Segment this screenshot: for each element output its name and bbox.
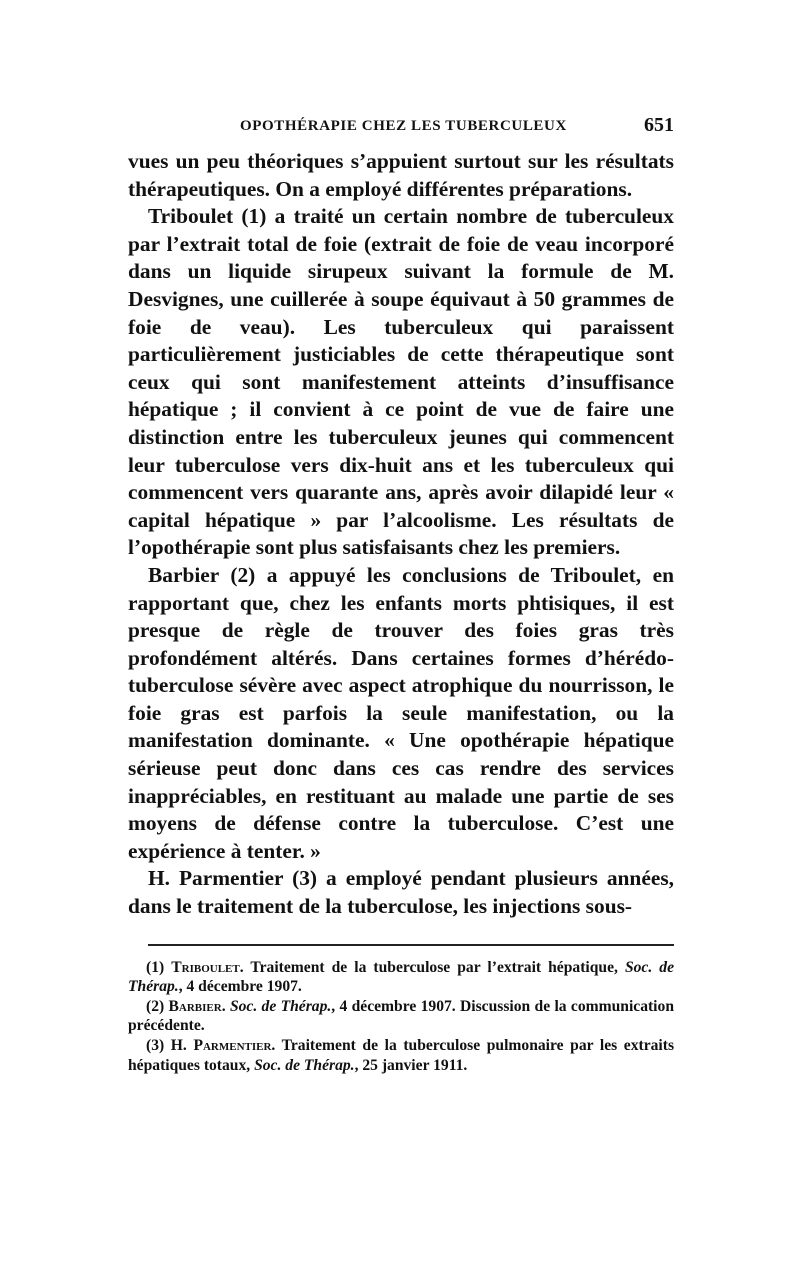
footnote-text: Traitement de la tuberculose pulmonaire par les extraits hépatiques totaux, [128, 1037, 675, 1074]
paragraph-parmentier: H. Parmentier (3) a employé pendant plusieurs années, dans le traitement de la tuberculose, les injections sous- [128, 866, 674, 919]
footnote-3 [128, 1036, 674, 1075]
main-text [128, 148, 674, 921]
footnote-source: Soc. de Thérap. [128, 958, 674, 996]
footnote-source: Soc. de Thérap. [254, 1056, 355, 1074]
footnote-text: Traitement de la tuberculose par l’extrait hépatique, [250, 958, 618, 976]
footnote-author: Triboulet. [171, 958, 244, 976]
paragraph-barbier: Barbier (2) a appuyé les conclusions de Triboulet, en rapportant que, chez les enfants morts phtisiques, il est presque de règle de trouver des foies gras très profondément altérés. Dans certaines formes d’hérédo-tuberculose sévère avec aspect atrophique du nourrisson, le foie gras est parfois la seule manifestation, ou la manifestation dominante. « Une opothérapie hépatique sérieuse peut donc dans ces cas rendre des services inappréciables, en restituant au malade une partie de ses moyens de défense contre la tuberculose. C’est une expérience à tenter. » [128, 562, 674, 863]
footnote-marker: (1) [146, 958, 165, 976]
running-title: OPOTHÉRAPIE CHEZ LES TUBERCULEUX [240, 118, 567, 134]
footnote-marker: (2) [146, 997, 165, 1015]
footnote-source: Soc. de Thérap. [229, 997, 332, 1015]
page-number: 651 [644, 114, 674, 136]
paragraph-1: vues un peu théoriques s’appuient surtout sur les résultats thérapeutiques. On a employé différentes préparations. [128, 149, 674, 201]
footnote-initial: H. [170, 1037, 187, 1054]
footnote-2 [128, 997, 674, 1036]
footnote-1 [128, 958, 674, 997]
footnotes [128, 958, 674, 1076]
footnote-text: , 4 décembre 1907. Discussion de la communication précédente. [128, 997, 674, 1035]
footnote-marker: (3) [146, 1037, 165, 1054]
paragraph-triboulet: Triboulet (1) a traité un certain nombre de tuberculeux par l’extrait total de foie (extrait de foie de veau incorporé dans un liquide sirupeux suivant la formule de M. Desvignes, une cuillerée à soupe équivaut à 50 grammes de foie de veau). Les tuberculeux qui paraissent particulièrement justiciables de cette thérapeutique sont ceux qui sont manifestement atteints d’insuffisance hépatique ; il convient à ce point de vue de faire une distinction entre les tuberculeux jeunes qui commencent leur tuberculose vers dix-huit ans et les tuberculeux qui commencent vers quarante ans, après avoir dilapidé leur « capital hépatique » par l’alcoolisme. Les résultats de l’opothérapie sont plus satisfaisants chez les premiers. [128, 204, 674, 560]
running-head [128, 112, 674, 142]
footnote-author: Parmentier. [193, 1037, 276, 1054]
footnote-rule [148, 944, 674, 946]
book-page [128, 112, 674, 1075]
footnote-date: , 4 décembre 1907. [178, 978, 302, 996]
footnote-author: Barbier. [168, 997, 226, 1015]
footnote-date: , 25 janvier 1911. [354, 1056, 468, 1074]
